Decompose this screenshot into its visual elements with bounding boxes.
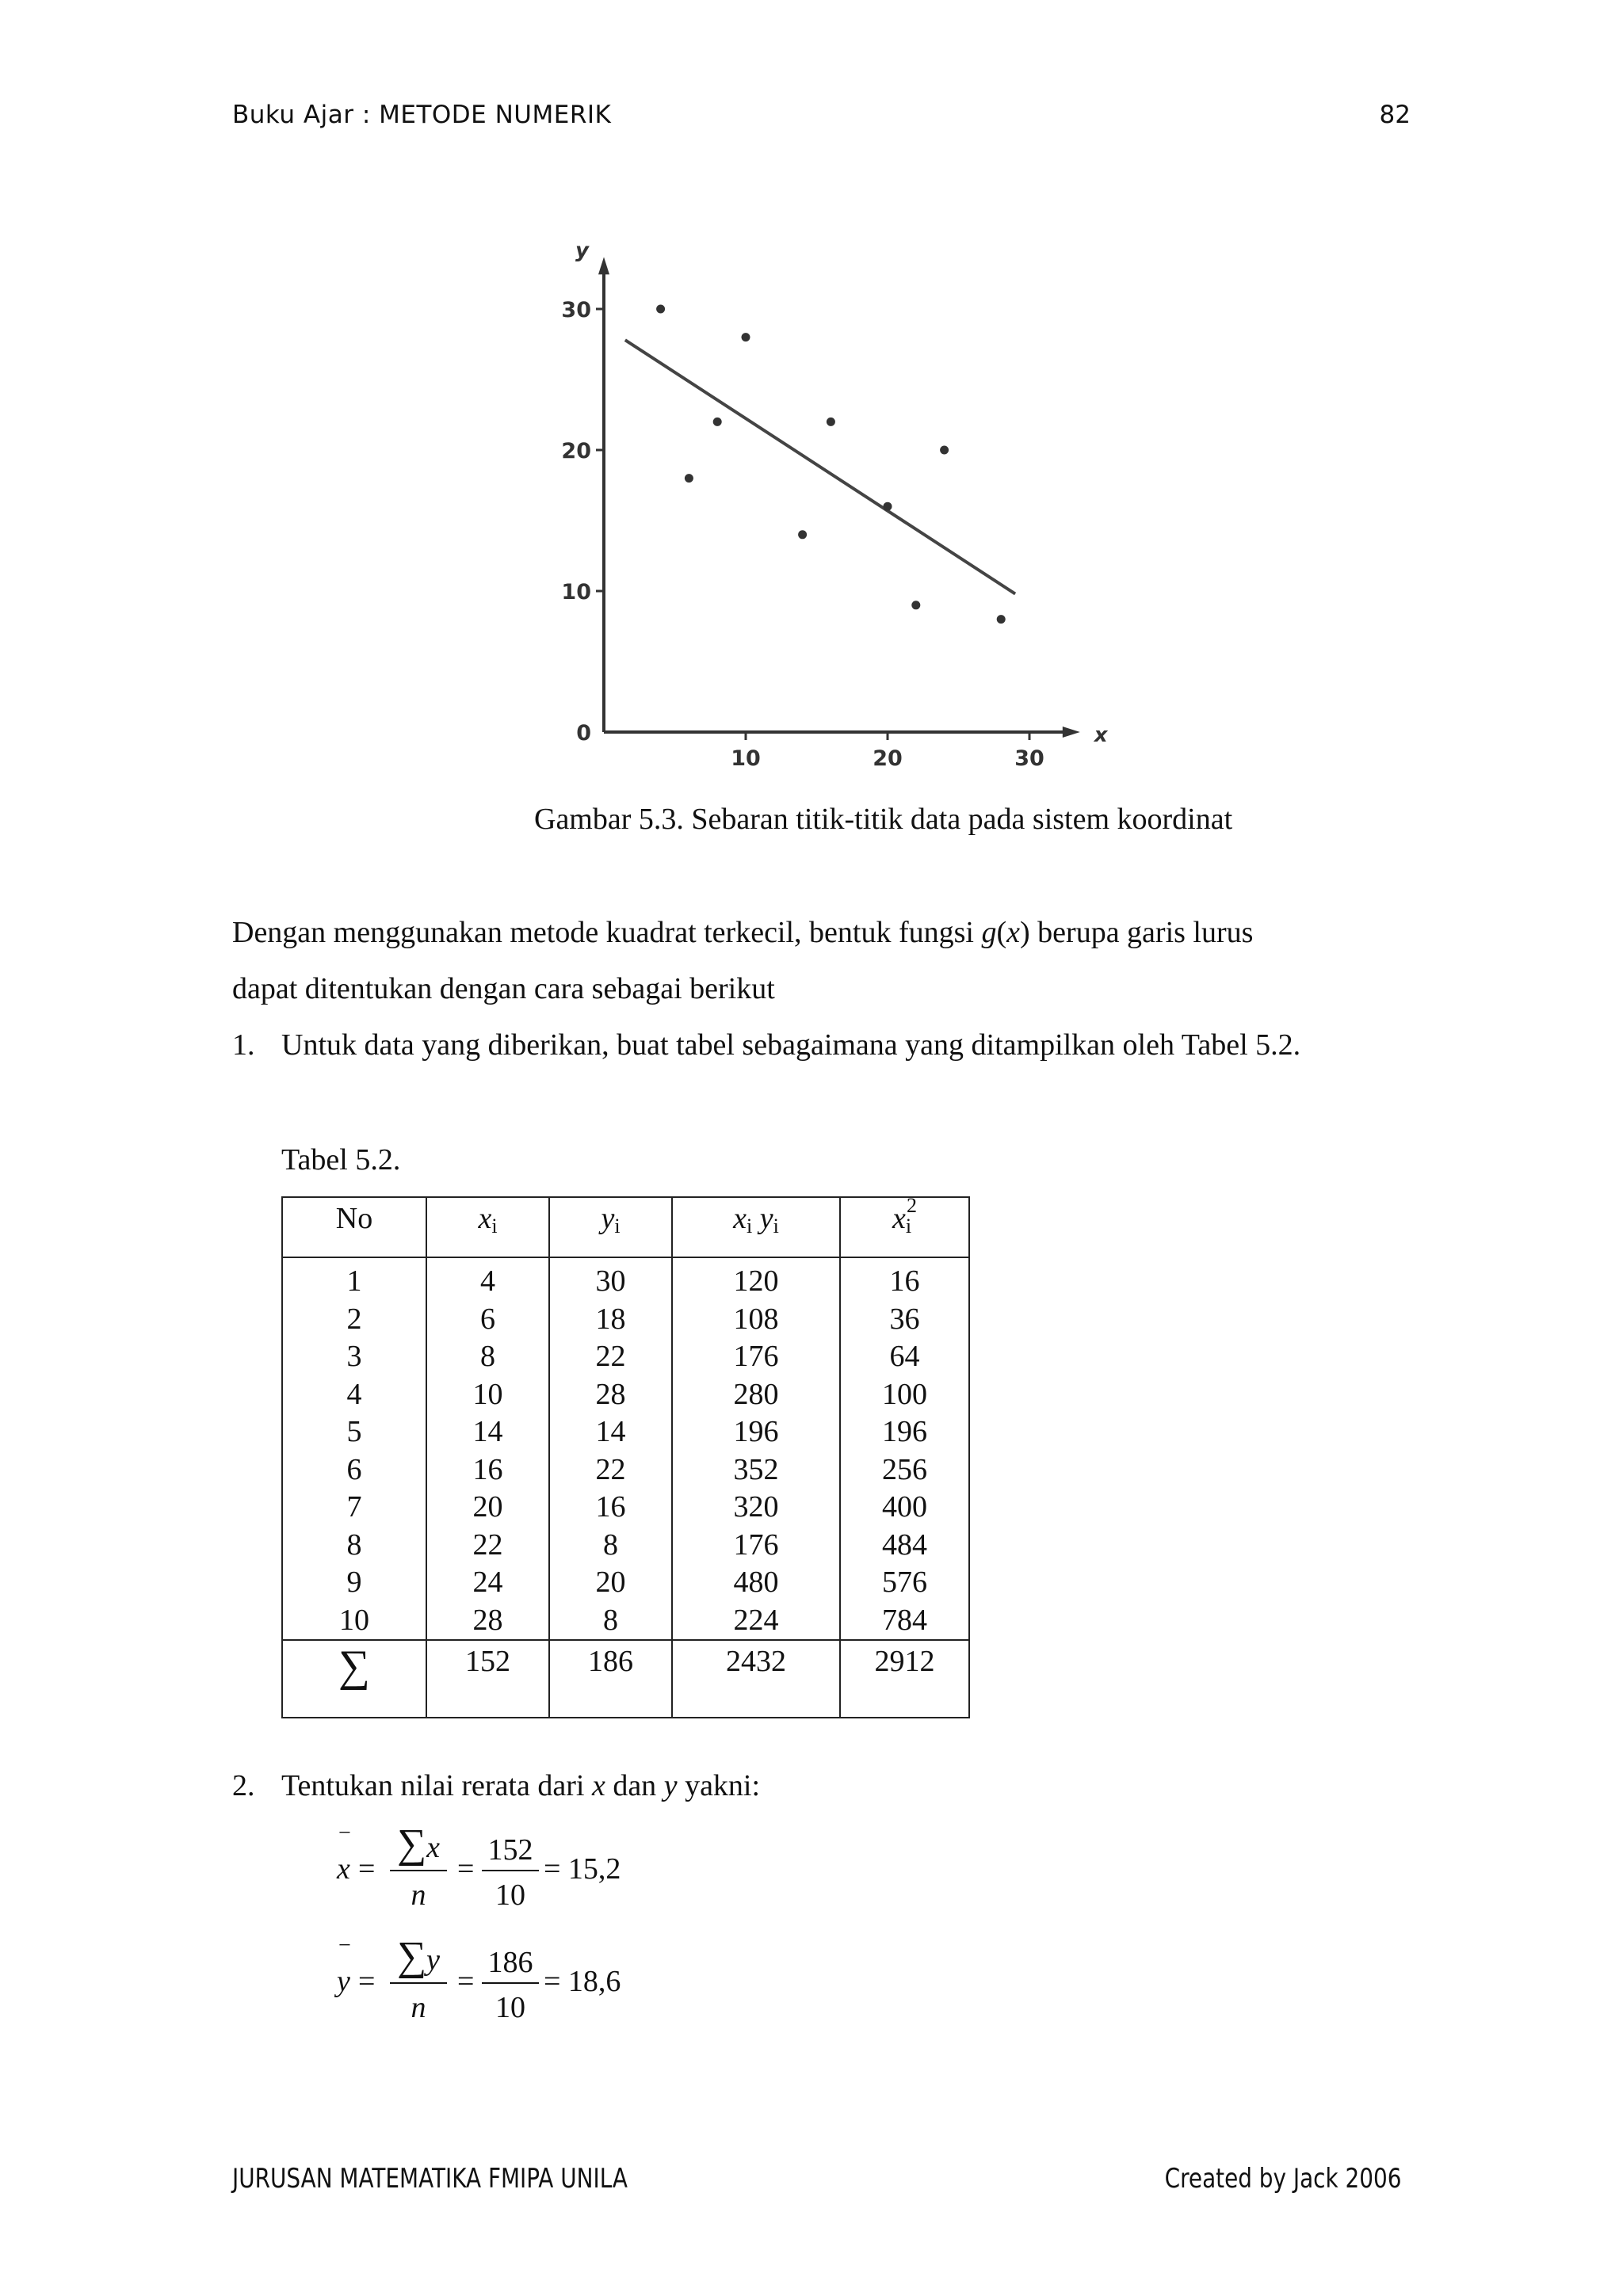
header-xiyi-x: x <box>733 1202 747 1235</box>
xbar-fraction-line-2 <box>482 1870 539 1871</box>
table-row <box>282 1602 969 1641</box>
header-yi-var: y <box>601 1202 615 1235</box>
cell-x: 16 <box>426 1451 549 1489</box>
cell-x: 6 <box>426 1301 549 1339</box>
cell-xy: 120 <box>672 1257 840 1301</box>
page-number: 82 <box>1379 101 1411 129</box>
sum-x: 152 <box>426 1640 549 1718</box>
ybar-den-n: n <box>411 1991 426 2024</box>
cell-x2: 256 <box>840 1451 969 1489</box>
cell-y: 16 <box>549 1489 672 1527</box>
cell-y: 18 <box>549 1301 672 1339</box>
ybar-sigma: ∑ <box>397 1934 427 1979</box>
ybar-denominator <box>390 1990 447 2025</box>
cell-no: 6 <box>282 1451 426 1489</box>
cell-x: 8 <box>426 1338 549 1376</box>
step-2-var-x: x <box>591 1769 605 1802</box>
intro-line-1 <box>232 915 1253 950</box>
cell-no: 5 <box>282 1413 426 1451</box>
data-point <box>884 502 892 511</box>
cell-xy: 224 <box>672 1602 840 1641</box>
cell-x2: 196 <box>840 1413 969 1451</box>
cell-y: 22 <box>549 1451 672 1489</box>
xbar-result: = 15,2 <box>544 1852 621 1886</box>
xbar-sum-numerator <box>390 1821 447 1867</box>
ybar-num-var: y <box>426 1943 440 1977</box>
table-sum-row <box>282 1640 969 1718</box>
ybar-equals-2: = <box>457 1965 475 1998</box>
header-xiyi-y: y <box>759 1202 773 1235</box>
ybar-numerator-2: 186 <box>487 1946 533 1979</box>
header-xiyi <box>672 1197 840 1257</box>
cell-x2: 400 <box>840 1489 969 1527</box>
cell-no: 8 <box>282 1527 426 1565</box>
header-yi-sub: i <box>614 1215 621 1238</box>
ybar-fraction-line-1 <box>390 1982 447 1984</box>
data-point <box>911 601 920 609</box>
scatter-chart <box>555 238 1109 792</box>
ybar-overbar: − <box>338 1933 351 1958</box>
header-xiyi-sub1: i <box>747 1215 753 1238</box>
cell-x2: 784 <box>840 1602 969 1641</box>
paren-open: ( <box>996 916 1007 949</box>
cell-x2: 36 <box>840 1301 969 1339</box>
data-point <box>656 305 665 314</box>
table-row <box>282 1257 969 1301</box>
header-xi-squared <box>840 1194 969 1257</box>
figure-caption: Gambar 5.3. Sebaran titik-titik data pada sistem koordinat <box>534 803 1233 836</box>
intro-text-a: Dengan menggunakan metode kuadrat terkecil, bentuk fungsi <box>232 916 982 949</box>
xbar-equals: = <box>358 1852 376 1886</box>
x-tick-label: 10 <box>731 746 761 771</box>
footer-department: JURUSAN MATEMATIKA FMIPA UNILA <box>232 2163 628 2195</box>
cell-xy: 176 <box>672 1338 840 1376</box>
header-yi <box>549 1197 672 1257</box>
header-no: No <box>282 1197 426 1257</box>
xbar-den-n: n <box>411 1878 426 1912</box>
x-tick-label: 30 <box>1014 746 1044 771</box>
table-header-row <box>282 1197 969 1257</box>
table-row <box>282 1451 969 1489</box>
table-row <box>282 1338 969 1376</box>
xbar-equals-2: = <box>457 1852 475 1886</box>
ybar-var-letter: y <box>337 1965 350 1998</box>
cell-y: 8 <box>549 1527 672 1565</box>
ybar-result: = 18,6 <box>544 1965 621 1998</box>
cell-xy: 480 <box>672 1564 840 1602</box>
cell-xy: 280 <box>672 1376 840 1414</box>
cell-no: 3 <box>282 1338 426 1376</box>
cell-xy: 196 <box>672 1413 840 1451</box>
xbar-sigma: ∑ <box>397 1821 427 1867</box>
header-xi <box>426 1197 549 1257</box>
cell-no: 4 <box>282 1376 426 1414</box>
ybar-var <box>337 1964 350 1999</box>
x-axis-label: x <box>1094 723 1108 747</box>
step-2-text <box>281 1768 760 1803</box>
data-point <box>940 446 949 455</box>
cell-no: 9 <box>282 1564 426 1602</box>
cell-x: 24 <box>426 1564 549 1602</box>
y-tick-label: 0 <box>576 721 591 746</box>
cell-no: 7 <box>282 1489 426 1527</box>
intro-text-b: berupa garis lurus <box>1029 916 1254 949</box>
xbar-var <box>337 1852 350 1886</box>
intro-line-2: dapat ditentukan dengan cara sebagai berikut <box>232 972 775 1005</box>
data-point <box>742 333 750 341</box>
xbar-fraction-line-1 <box>390 1870 447 1871</box>
sigma-symbol: ∑ <box>338 1642 370 1691</box>
header-xiyi-sub2: i <box>773 1215 779 1238</box>
paren-close: ) <box>1020 916 1030 949</box>
xbar-num-var: x <box>426 1831 440 1864</box>
cell-xy: 176 <box>672 1527 840 1565</box>
cell-no: 2 <box>282 1301 426 1339</box>
xbar-denominator <box>390 1878 447 1913</box>
cell-x: 28 <box>426 1602 549 1641</box>
table-row <box>282 1527 969 1565</box>
data-point <box>713 418 722 426</box>
cell-xy: 352 <box>672 1451 840 1489</box>
cell-x2: 484 <box>840 1527 969 1565</box>
step-1-number: 1. <box>232 1028 255 1062</box>
sum-symbol <box>282 1640 426 1718</box>
cell-y: 22 <box>549 1338 672 1376</box>
footer-credit: Created by Jack 2006 <box>1164 2163 1401 2195</box>
cell-x: 10 <box>426 1376 549 1414</box>
x-axis-arrow <box>1063 727 1080 738</box>
table-row <box>282 1489 969 1527</box>
step-2-var-y: y <box>663 1769 678 1802</box>
cell-y: 30 <box>549 1257 672 1301</box>
running-header-title: Buku Ajar : METODE NUMERIK <box>232 101 612 129</box>
sum-x2: 2912 <box>840 1640 969 1718</box>
function-name-g: g <box>981 916 997 949</box>
xbar-var-letter: x <box>337 1852 350 1886</box>
table-row <box>282 1301 969 1339</box>
ybar-denominator-2: 10 <box>495 1991 525 2024</box>
table-row <box>282 1413 969 1451</box>
cell-x: 14 <box>426 1413 549 1451</box>
step-2-text-c: yakni: <box>677 1769 761 1802</box>
step-1-text: Untuk data yang diberikan, buat tabel sebagaimana yang ditampilkan oleh Tabel 5.2. <box>281 1028 1301 1062</box>
y-axis-label: y <box>575 238 589 263</box>
ybar-fraction-line-2 <box>482 1982 539 1984</box>
y-tick-label: 10 <box>561 580 591 605</box>
table-row <box>282 1376 969 1414</box>
cell-y: 28 <box>549 1376 672 1414</box>
cell-x2: 16 <box>840 1257 969 1301</box>
y-axis-arrow <box>598 257 609 274</box>
regression-line <box>625 340 1015 593</box>
sum-xy: 2432 <box>672 1640 840 1718</box>
cell-xy: 320 <box>672 1489 840 1527</box>
table-caption: Tabel 5.2. <box>281 1143 401 1177</box>
function-arg-x: x <box>1006 916 1021 949</box>
y-tick-label: 20 <box>561 439 591 463</box>
step-2-text-b: dan <box>605 1769 664 1802</box>
cell-y: 8 <box>549 1602 672 1641</box>
header-xi-var: x <box>478 1202 492 1235</box>
header-x2-var: x <box>892 1202 906 1235</box>
cell-no: 10 <box>282 1602 426 1641</box>
ybar-equals: = <box>358 1965 376 1998</box>
cell-x2: 576 <box>840 1564 969 1602</box>
header-x2-sub: i <box>905 1215 912 1238</box>
xbar-denominator-2: 10 <box>495 1878 525 1912</box>
data-point <box>798 530 807 539</box>
step-2-number: 2. <box>232 1769 255 1802</box>
sum-y: 186 <box>549 1640 672 1718</box>
xbar-numerator-2: 152 <box>487 1833 533 1867</box>
step-2-text-a: Tentukan nilai rerata dari <box>281 1769 592 1802</box>
data-point <box>685 474 693 482</box>
cell-y: 20 <box>549 1564 672 1602</box>
cell-xy: 108 <box>672 1301 840 1339</box>
cell-y: 14 <box>549 1413 672 1451</box>
table-row <box>282 1564 969 1602</box>
header-x2-sup: 2 <box>907 1194 918 1217</box>
xbar-overbar: − <box>338 1821 351 1845</box>
data-point <box>997 615 1006 624</box>
ybar-sum-numerator <box>390 1933 447 1980</box>
cell-x: 20 <box>426 1489 549 1527</box>
cell-x: 22 <box>426 1527 549 1565</box>
data-point <box>827 418 835 426</box>
cell-x: 4 <box>426 1257 549 1301</box>
cell-no: 1 <box>282 1257 426 1301</box>
x-tick-label: 20 <box>873 746 903 771</box>
header-xi-sub: i <box>491 1215 498 1238</box>
cell-x2: 64 <box>840 1338 969 1376</box>
data-table <box>281 1196 970 1718</box>
cell-x2: 100 <box>840 1376 969 1414</box>
y-tick-label: 30 <box>561 298 591 322</box>
